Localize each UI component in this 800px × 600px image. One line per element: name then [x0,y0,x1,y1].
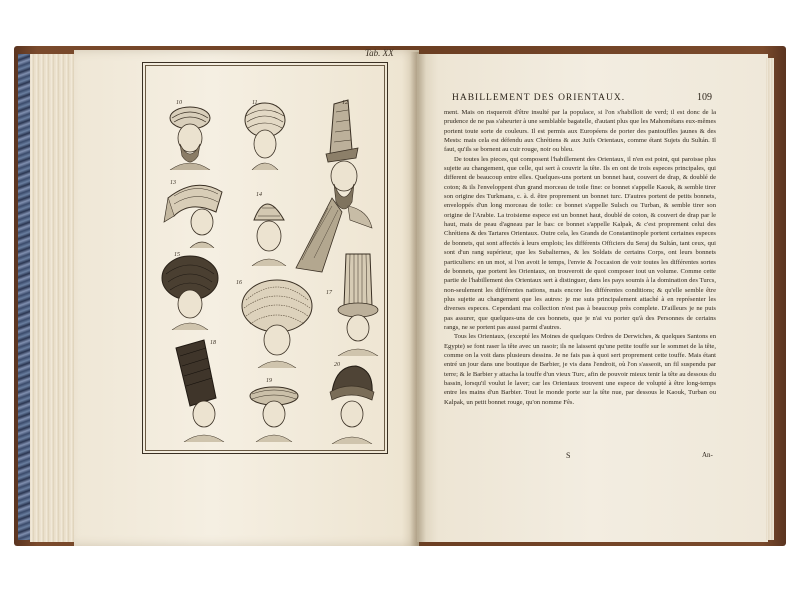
figure-number: 20 [334,362,340,368]
signature-mark: S [566,451,571,460]
figure-number: 13 [170,180,176,186]
page-header: HABILLEMENT DES ORIENTAUX. [452,93,626,103]
figure-number: 18 [210,340,216,346]
paragraph: De toutes les pieces, qui composent l'habillement des Orientaux, il n'en est point, qui paroisse plus sujette au changement, que celle, qui sert à couvrir la tête. Ils en ont de trois especes principales, qui different de beaucoup entre elles. Quelques-uns portent un bonnet haut, couvert de drap, & doublé de coton; & ils l'enveloppent d'un grand morceau de toile fine: ce bonnet s'appelle Kaouk, & semble tirer son origine des Turkmans, c. à. d. être proprement un bonnet turc. D'autres portent de petits bonnets, enveloppés d'un long morceau de toile: ce bonnet s'appelle Sulsch ou Turban, & semble tirer son origine de l'Arabie. La troisieme espece est un bonnet haut, doublé de coton, & couvert de drap par le haut, mais de peau d'agneau par le bas: ce bonnet s'appelle Kalpak, & c'est proprement celui des Chrétiens & des Tartares Orientaux. Outre cela, les Grands de Constantinople portent certaines especes de bonnets, qui sont affectés à leurs emplois; les différents Officiers du Seraj du Sultán, tant ceux, qui sont d'un rang supérieur, que les Subalternes, & les Soldats de certains Corps, ont leurs bonnets particuliers: en un mot, si l'on avoit le temps, l'envie & l'occasion de voir toutes les différentes sortes de bonnets, que portent les Orientaux, on trouveroit de quoi composer tout un volume. Comme cette partie de l'habillement des Orientaux sert à distinguer, dans les pays soumis à la domination des Turcs, non-seulement les différentes nations, mais encore les différentes conditions; & qu'elle semble être plus sujette au changement que les autres: je me suis principalement attaché à en représenter les diverses especes. Cependant ma collection n'est pas à beaucoup près complete. D'ailleurs je ne puis pas assurer, que quelques-uns de ces bonnets, que je n'ai vu porter qu'à des Personnes de certains rangs, ne se portent pas aussi parmi d'autres. [444,155,716,331]
figure-number: 14 [256,192,262,198]
portrait-draped-headcloth [160,176,232,248]
body-text [444,108,716,407]
figure-number: 19 [266,378,272,384]
portrait-tall-black-cap [170,336,228,442]
portrait-pointed-cap [244,190,294,266]
portrait-tall-fluted-cap [330,250,386,356]
figure-number: 12 [342,100,348,106]
portrait-turban-bearded [160,98,220,170]
figure-number: 16 [236,280,242,286]
right-page-edges [766,58,774,540]
figure-number: 10 [176,100,182,106]
page-number: 109 [697,92,712,103]
catchword: An- [702,451,713,459]
portrait-striped-turban [236,98,294,170]
plate-label: Tab. XX [365,48,394,58]
portrait-small-turban [244,384,304,442]
portrait-fur-kalpak [158,250,222,330]
figure-number: 11 [252,100,258,106]
portrait-wrapped-kaouk [322,362,380,444]
figure-number: 15 [174,252,180,258]
figure-number: 17 [326,290,332,296]
paragraph: ment. Mais on risqueroit d'être insulté par la populace, si l'on s'habilloit de verd; il est donc de la prudence de ne pas s'aheurter à une semblable bagatelle, d'autant plus que les Mahométans eux-mêmes portent toute sorte de couleurs. Il est permis aux Européens de porter des pantouffles jaunes & des Mests: mais cela est défendu aux Chrétiens & aux Juifs Orientaux, comme étant Sujets du Sultán. Il faut, qu'ils se bornent au cuir rouge, noir ou bleu. [444,109,716,154]
paragraph: Tous les Orientaux, (excepté les Moines de quelques Ordres de Derwiches, & quelques Santons en Egypte) se font raser la tête avec un rasoir; ils ne laissent qu'une petite touffe sur le sommet de la tête, comme on la voit dans plusieurs dessins. Je ne fais pas à quoi sert proprement cette touffe. Mais étant entré un jour dans une boutique de Barbier, je vis dans l'endroit, où l'on s'asseoit, un fil suspendu par terre; & le Barbier y attacha la touffe d'un vieux Turc, afin de pouvoir mieux tenir la tête au dessous du bassin, lorsqu'il voulut le laver; car les Orientaux trouvent une espece de volupté à être long-temps entre les mains d'un Barbier. Tout le monde porte sur la tête nue, par dessous le Kaouk, Turban ou Kalpak, un petit bonnet rouge, qu'on nomme Fês. [444,333,716,406]
portrait-tall-ceremonial-hat [292,98,380,274]
portrait-large-fur-hat [240,278,314,368]
page-edges [30,54,79,542]
gutter-shadow [410,52,426,546]
